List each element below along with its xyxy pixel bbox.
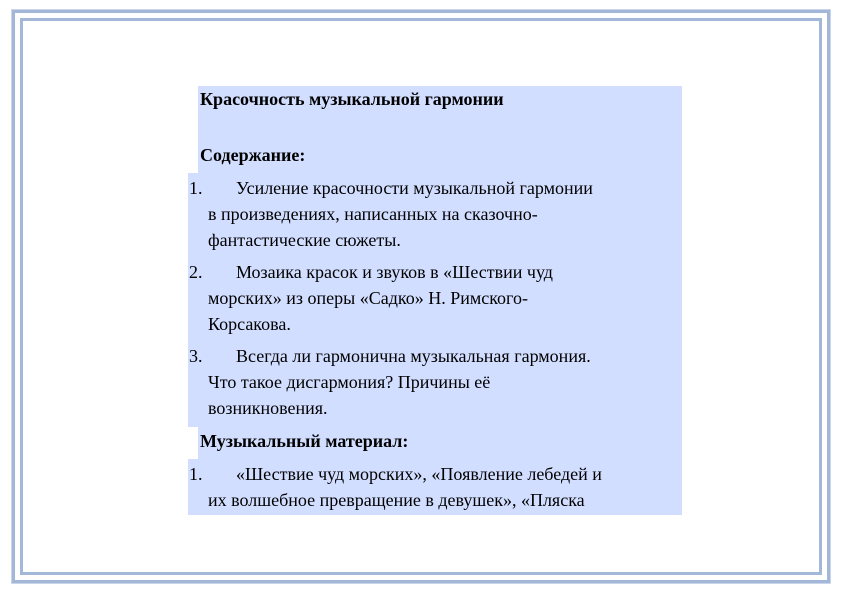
list-item-number: 2. — [189, 262, 203, 282]
page-title: Красочность музыкальной гармонии — [200, 89, 504, 109]
list-item-text: Корсакова. — [208, 314, 291, 334]
list-item-text: Всегда ли гармонична музыкальная гармония. — [236, 346, 591, 366]
list-item-number: 3. — [189, 346, 203, 366]
list-item-text: Что такое дисгармония? Причины её — [208, 372, 491, 392]
list-item-number: 1. — [189, 464, 203, 484]
list-item-text: в произведениях, написанных на сказочно- — [208, 204, 538, 224]
list-item-text: их волшебное превращение в девушек», «Пляска — [208, 490, 585, 510]
list-item-text: Усиление красочности музыкальной гармонии — [236, 178, 593, 198]
list-item-text: Мозаика красок и звуков в «Шествии чуд — [236, 262, 553, 282]
list-item-text: морских» из оперы «Садко» Н. Римского- — [208, 288, 528, 308]
list-item-number: 1. — [189, 178, 203, 198]
list-item-text: фантастические сюжеты. — [208, 230, 401, 250]
material-heading: Музыкальный материал: — [200, 431, 409, 451]
contents-heading: Содержание: — [200, 145, 306, 165]
list-item-text: «Шествие чуд морских», «Появление лебедей и — [236, 464, 602, 484]
list-item-text: возникновения. — [208, 398, 328, 418]
